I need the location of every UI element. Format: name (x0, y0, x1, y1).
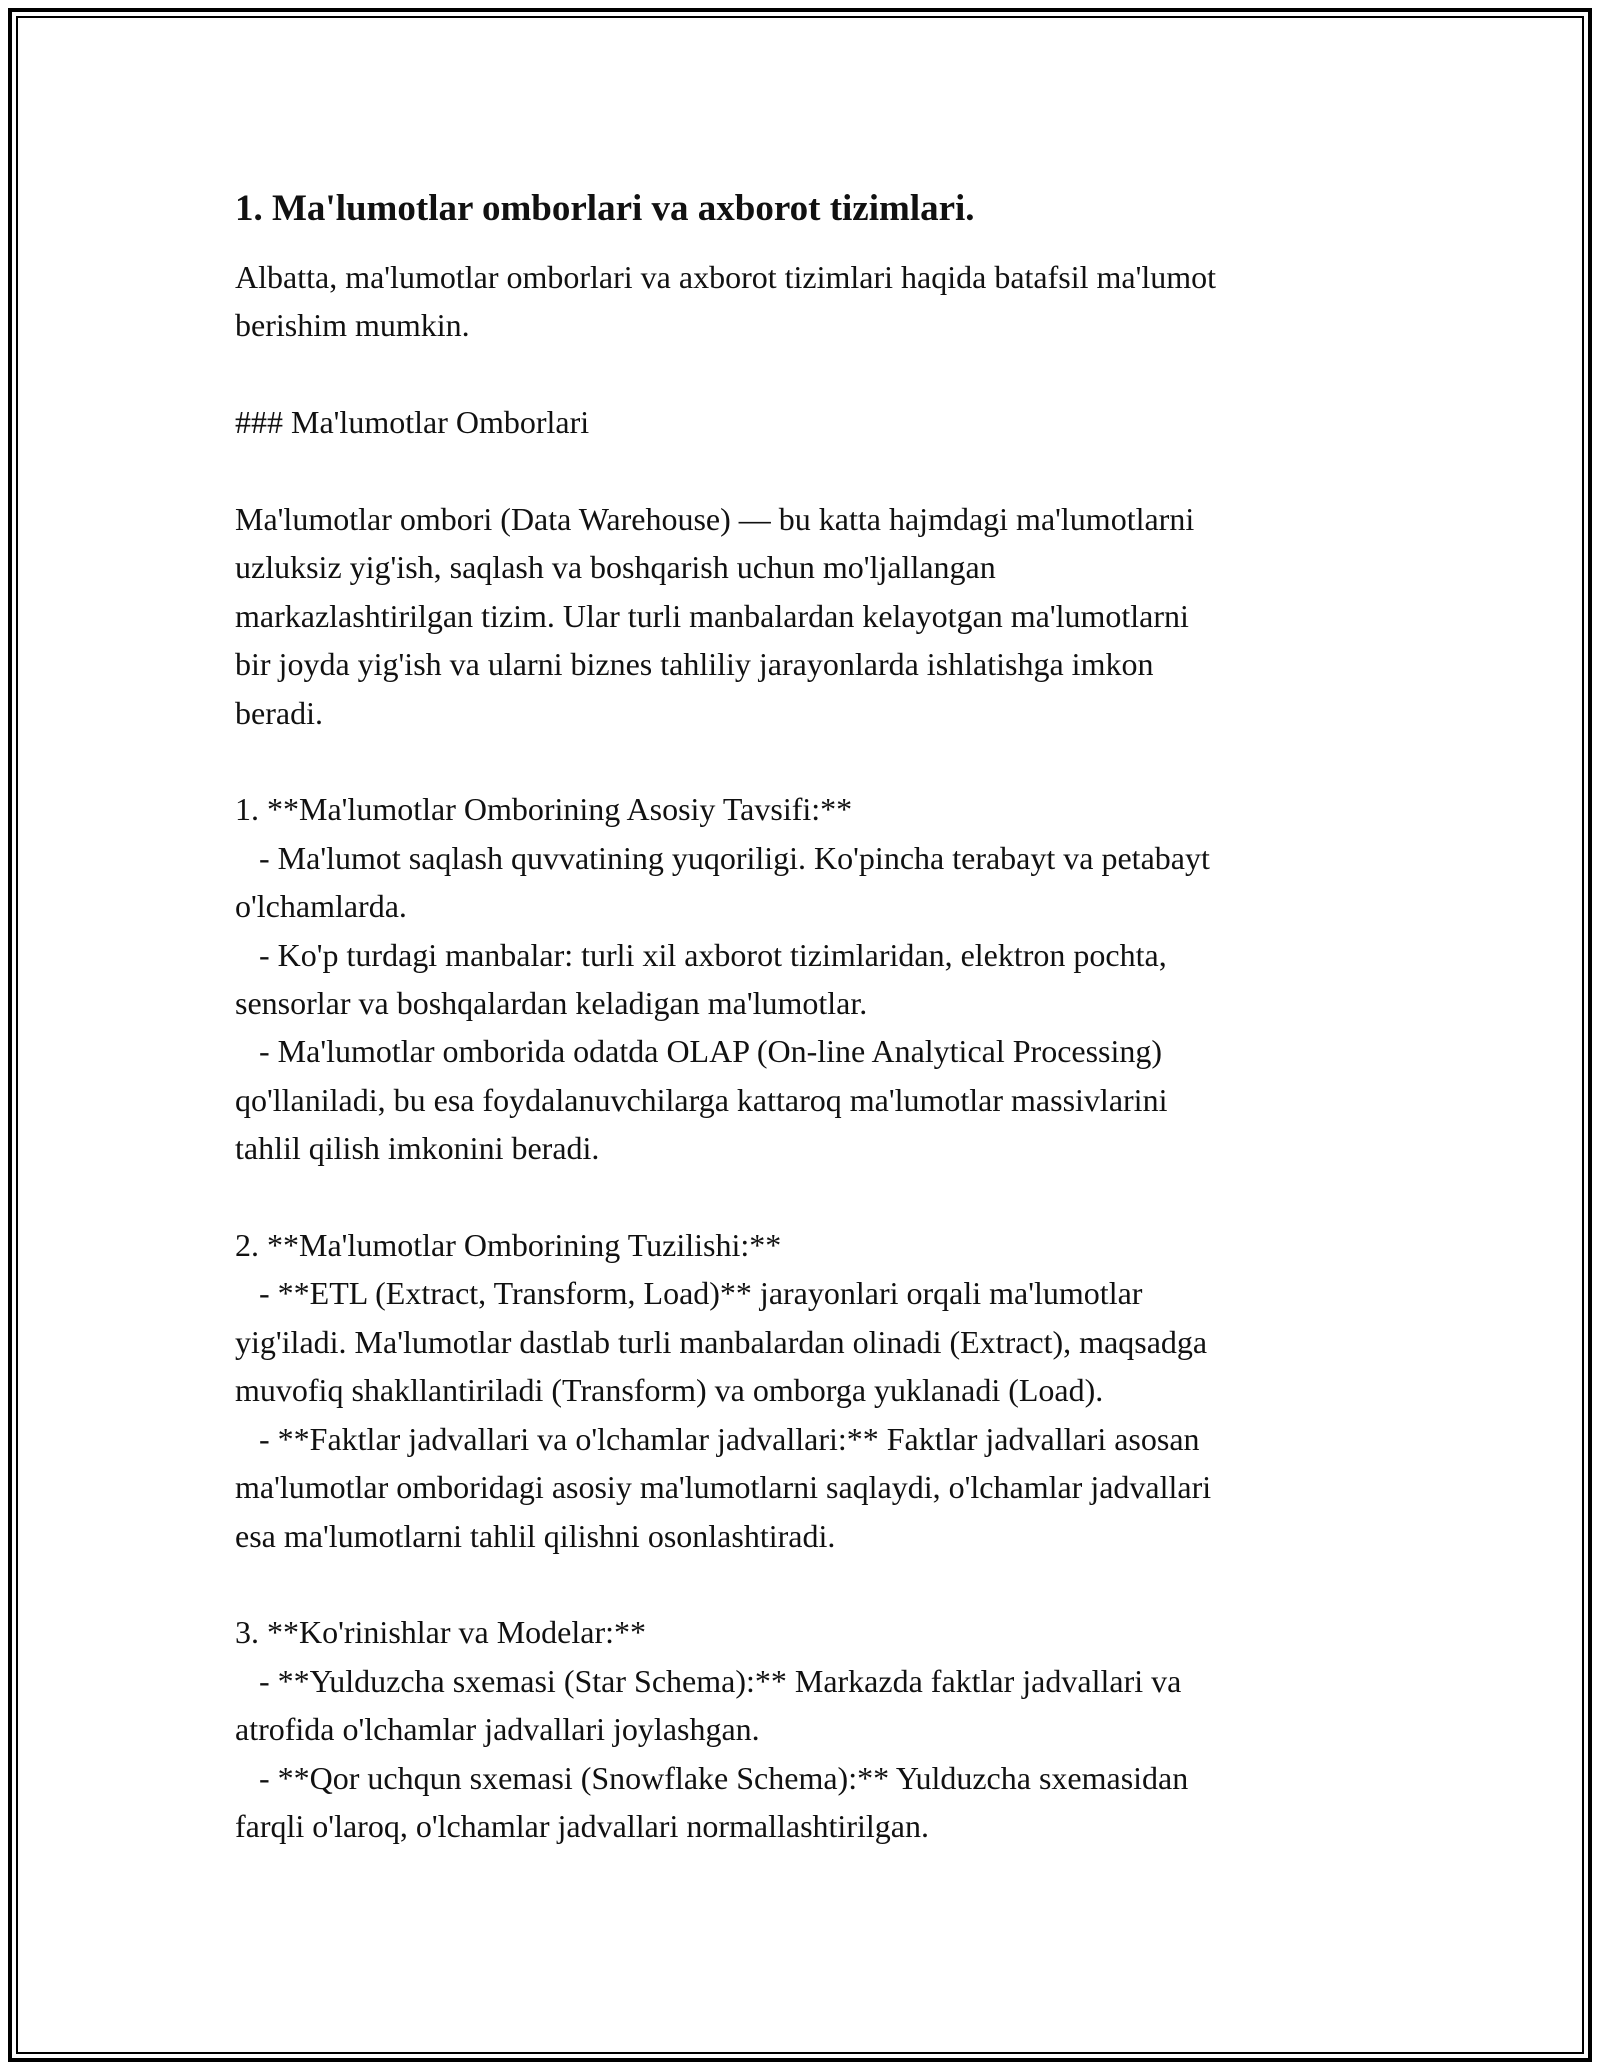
paragraph-gap (235, 1173, 1385, 1221)
paragraph-gap (235, 350, 1385, 398)
list-item-line: farqli o'laroq, o'lchamlar jadvallari normallashtirilgan. (235, 1807, 929, 1844)
intro-line-2: berishim mumkin. (235, 307, 470, 344)
definition-line: beradi. (235, 694, 323, 731)
list-item-line: o'lchamlarda. (235, 888, 407, 925)
document-body (235, 185, 1385, 1850)
list-item-line: 1. **Ma'lumotlar Omborining Asosiy Tavsifi:** (235, 791, 853, 828)
list-item-line: - Ko'p turdagi manbalar: turli xil axborot tizimlaridan, elektron pochta, (235, 936, 1167, 973)
list-item-line: yig'iladi. Ma'lumotlar dastlab turli manbalardan olinadi (Extract), maqsadga (235, 1323, 1208, 1360)
list-item-line: qo'llaniladi, bu esa foydalanuvchilarga kattaroq ma'lumotlar massivlarini (235, 1081, 1168, 1118)
list-item-line: ma'lumotlar omboridagi asosiy ma'lumotlarni saqlaydi, o'lchamlar jadvallari (235, 1469, 1212, 1506)
list-item-line: atrofida o'lchamlar jadvallari joylashgan. (235, 1711, 760, 1748)
list-item-line: - **Yulduzcha sxemasi (Star Schema):** Markazda faktlar jadvallari va (235, 1662, 1182, 1699)
definition-line: markazlashtirilgan tizim. Ular turli manbalardan kelayotgan ma'lumotlarni (235, 597, 1189, 634)
paragraph-gap (235, 737, 1385, 785)
intro-line-1: Albatta, ma'lumotlar omborlari va axborot tizimlari haqida batafsil ma'lumot (235, 259, 1217, 295)
list-item-line: - Ma'lumot saqlash quvvatining yuqoriligi. Ko'pincha terabayt va petabayt (235, 839, 1210, 876)
list-item-line: - Ma'lumotlar omborida odatda OLAP (On-line Analytical Processing) (235, 1033, 1163, 1070)
list-item-line: - **Faktlar jadvallari va o'lchamlar jadvallari:** Faktlar jadvallari asosan (235, 1420, 1200, 1457)
list-item-line: - **Qor uchqun sxemasi (Snowflake Schema):** Yulduzcha sxemasidan (235, 1759, 1189, 1796)
definition-line: uzluksiz yig'ish, saqlash va boshqarish uchun mo'ljallangan (235, 549, 996, 586)
list-item-line: - **ETL (Extract, Transform, Load)** jarayonlari orqali ma'lumotlar (235, 1275, 1143, 1312)
definition-line: bir joyda yig'ish va ularni biznes tahliliy jarayonlarda ishlatishga imkon (235, 646, 1154, 683)
list-item-line: tahlil qilish imkonini beradi. (235, 1130, 600, 1167)
document-title: 1. Ma'lumotlar omborlari va axborot tizimlari. (235, 188, 975, 229)
list-item-line: 3. **Ko'rinishlar va Modelar:** (235, 1614, 647, 1651)
list-item-line: esa ma'lumotlarni tahlil qilishni osonlashtiradi. (235, 1517, 836, 1554)
list-item-line: 2. **Ma'lumotlar Omborining Tuzilishi:** (235, 1227, 782, 1264)
definition-line: Ma'lumotlar ombori (Data Warehouse) — bu katta hajmdagi ma'lumotlarni (235, 501, 1195, 537)
paragraph-gap (235, 447, 1385, 495)
list-item-line: sensorlar va boshqalardan keladigan ma'lumotlar. (235, 985, 868, 1022)
paragraph-gap (235, 1560, 1385, 1608)
list-item-line: muvofiq shakllantiriladi (Transform) va omborga yuklanadi (Load). (235, 1372, 1104, 1409)
section-heading-line: ### Ma'lumotlar Omborlari (235, 404, 590, 441)
